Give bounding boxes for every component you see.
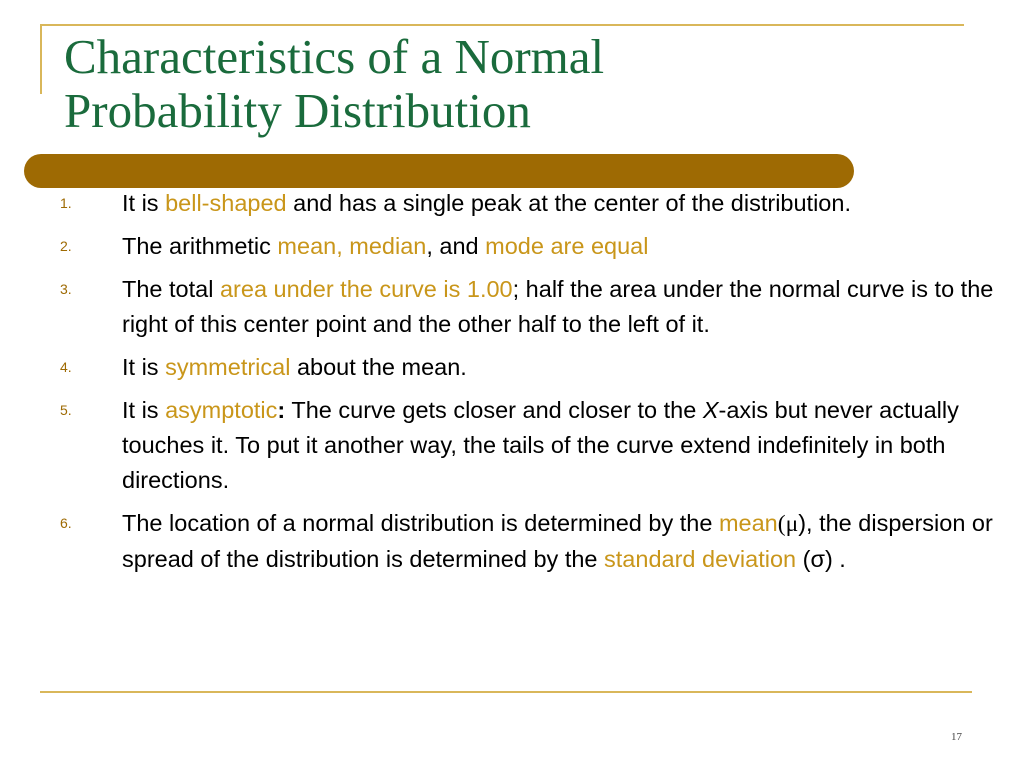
item-text: , and xyxy=(426,233,486,259)
slide-title-line-2: Probability Distribution xyxy=(64,83,531,138)
top-rule xyxy=(40,24,964,26)
paren-text: ( xyxy=(777,511,786,537)
page-number: 17 xyxy=(951,731,962,743)
item-text: The total xyxy=(122,276,220,302)
highlight-text: asymptotic xyxy=(165,397,278,423)
left-rule xyxy=(40,24,42,94)
list-number: 6. xyxy=(60,515,72,531)
list-item-5 xyxy=(60,393,1010,498)
highlight-text: standard deviation xyxy=(604,546,797,572)
title-underline-bar xyxy=(24,154,854,188)
item-text: It is xyxy=(122,190,166,216)
slide-title xyxy=(64,30,944,138)
list-number: 5. xyxy=(60,402,72,418)
item-text: It is xyxy=(122,354,166,380)
characteristics-list xyxy=(60,186,1010,585)
slide-title-line-1: Characteristics of a Normal xyxy=(64,29,605,84)
bottom-rule xyxy=(40,691,972,693)
list-item-2 xyxy=(60,229,1010,264)
mu-symbol: μ xyxy=(785,511,799,537)
item-text: It is xyxy=(122,397,166,423)
item-text: ; half the area under the normal curve is to the right of this center point and the other half to the left of it. xyxy=(122,276,994,337)
list-item-1 xyxy=(60,186,1010,221)
list-item-4 xyxy=(60,350,1010,385)
highlight-text: area under the curve is 1.00 xyxy=(219,276,513,302)
item-text: and has a single peak at the center of the distribution. xyxy=(286,190,851,216)
item-text: ), the dispersion or spread of the distribution is determined by the xyxy=(122,510,993,572)
highlight-text: symmetrical xyxy=(165,354,291,380)
list-number: 2. xyxy=(60,238,72,254)
item-text: The location of a normal distribution is determined by the xyxy=(122,510,719,536)
list-number: 1. xyxy=(60,195,72,211)
axis-letter: X xyxy=(702,397,719,423)
list-number: 4. xyxy=(60,359,72,375)
item-text: The arithmetic xyxy=(122,233,278,259)
list-number: 3. xyxy=(60,281,72,297)
highlight-text: mode are equal xyxy=(485,233,649,259)
highlight-text: bell-shaped xyxy=(165,190,287,216)
highlight-text: mean xyxy=(718,510,778,536)
list-item-6 xyxy=(60,506,1010,577)
item-text: -axis but never actually touches it. To put it another way, the tails of the curve extend indefinitely in both directions. xyxy=(122,397,959,493)
item-text: The curve gets closer and closer to the xyxy=(285,397,703,423)
colon-text: : xyxy=(277,397,286,423)
item-text: about the mean. xyxy=(290,354,467,380)
list-item-3 xyxy=(60,272,1010,342)
highlight-text: mean, median xyxy=(277,233,427,259)
item-text: (σ) . xyxy=(796,546,846,572)
